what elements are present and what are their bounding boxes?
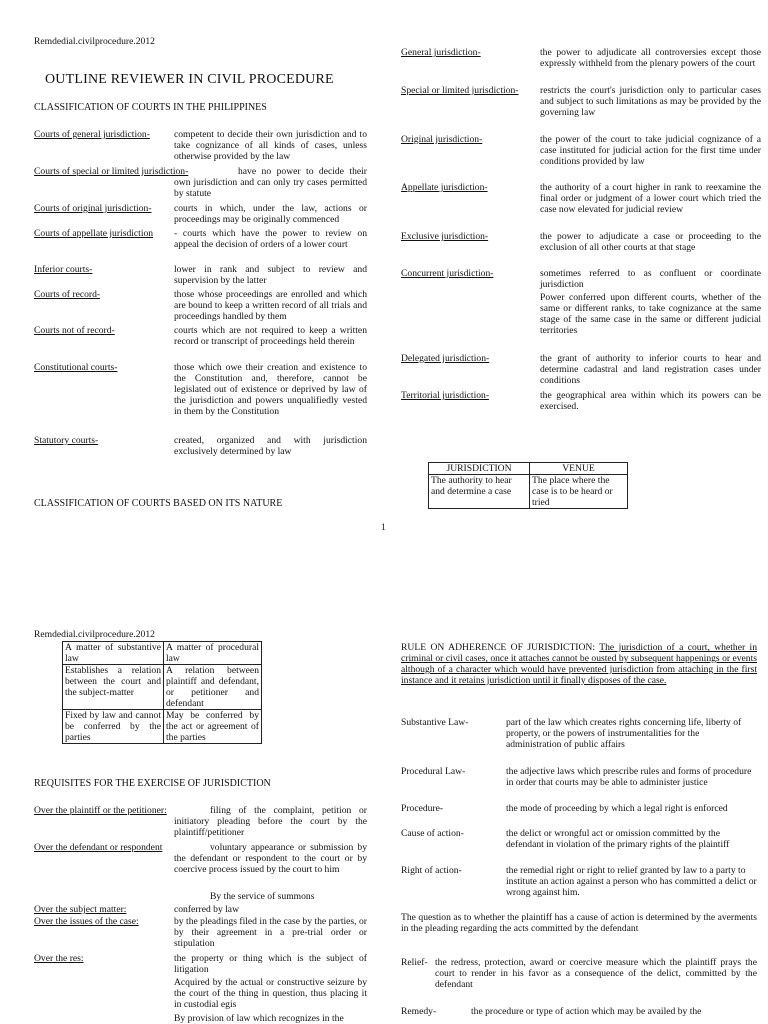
section-heading-classification: CLASSIFICATION OF COURTS IN THE PHILIPPINES — [34, 102, 267, 113]
court-term: Courts of appellate jurisdiction — [34, 228, 154, 239]
table-cell: A relation between plaintiff and defendant, or petitioner and defendant — [164, 665, 262, 710]
relief-label: Relief- — [401, 957, 428, 968]
requisite-definition: By the service of summons — [210, 891, 315, 902]
court-definition: those whose proceedings are enrolled and which are bound to keep a written record of all trials and proceedings handled by them — [174, 289, 367, 322]
term-label: Substantive Law- — [401, 717, 469, 728]
table-header-row — [429, 463, 628, 475]
jurisdiction-definition: restricts the court's jurisdiction only to particular cases and subject to such limitations as may be provided by the governing law — [540, 85, 761, 118]
requisite-definition: the property or thing which is the subject of litigation — [174, 953, 367, 975]
table-cell: A matter of procedural law — [164, 642, 262, 665]
jurisdiction-term: Exclusive jurisdiction- — [401, 231, 489, 242]
rule-label: RULE ON ADHERENCE OF JURISDICTION: — [401, 642, 596, 653]
jurisdiction-term: Concurrent jurisdiction- — [401, 268, 494, 279]
remedy-label: Remedy- — [401, 1006, 437, 1017]
court-definition: have no power to decide their own jurisdiction and can only try cases permitted by statute — [174, 166, 367, 199]
court-definition: - courts which have the power to review on appeal the decision of orders of a lower court — [174, 228, 367, 250]
requisite-term: Over the res: — [34, 953, 84, 964]
page-number: 1 — [381, 522, 386, 533]
court-definition: courts in which, under the law, actions or proceedings may be originally commenced — [174, 203, 367, 225]
table-cell: The place where the case is to be heard or tried — [530, 475, 628, 509]
page-header: Remdedial.civilprocedure.2012 — [34, 629, 155, 640]
court-definition: courts which are not required to keep a written record or transcript of proceedings held therein — [174, 325, 367, 347]
jurisdiction-definition: the grant of authority to inferior courts to hear and determine cadastral and land registration cases under conditions — [540, 353, 761, 386]
requisite-term: Over the issues of the case: — [34, 916, 139, 927]
jurisdiction-definition: the power to adjudicate a case or proceeding to the exclusion of all other courts at that stage — [540, 231, 761, 253]
requisite-term: Over the defendant or respondent — [34, 842, 163, 853]
term-label: Procedure- — [401, 803, 444, 814]
court-term: Courts of special or limited jurisdiction- — [34, 166, 189, 177]
rule-text: The jurisdiction of a court, whether in criminal or civil cases, once it attaches cannot be ousted by subsequent happenings or events although of a character which would have prevented jurisdiction from attaching in the first instance and it retains jurisdiction until it finally disposes of the case. — [401, 642, 758, 686]
table-cell: Establishes a relation between the court and the subject-matter — [63, 665, 164, 710]
jurisdiction-term: Original jurisdiction- — [401, 134, 483, 145]
term-label: Right of action- — [401, 865, 462, 876]
term-definition: the mode of proceeding by which a legal right is enforced — [506, 803, 728, 814]
jurisdiction-term: Delegated jurisdiction- — [401, 353, 490, 364]
jurisdiction-term: Special or limited jurisdiction- — [401, 85, 519, 96]
court-term: Constitutional courts- — [34, 362, 118, 373]
term-label: Cause of action- — [401, 828, 464, 839]
court-term: Inferior courts- — [34, 264, 93, 275]
cause-of-action-note: The question as to whether the plaintiff has a cause of action is determined by the averments in the pleading regarding the acts committed by the defendant — [401, 912, 757, 934]
section-heading-requisites: REQUISITES FOR THE EXERCISE OF JURISDICTION — [34, 778, 271, 789]
page-2 — [0, 512, 768, 1024]
court-term: Courts of record- — [34, 289, 101, 300]
table-header-cell: JURISDICTION — [429, 463, 530, 475]
court-term: Courts of original jurisdiction- — [34, 203, 152, 214]
term-definition: the delict or wrongful act or omission committed by the defendant in violation of the primary rights of the plaintiff — [506, 828, 730, 850]
section-heading-nature: CLASSIFICATION OF COURTS BASED ON ITS NATURE — [34, 498, 283, 509]
table-cell: The authority to hear and determine a case — [429, 475, 530, 509]
jurisdiction-term: Appellate jurisdiction- — [401, 182, 488, 193]
court-definition: competent to decide their own jurisdiction and to take cognizance of all kinds of cases, unless otherwise provided by the law — [174, 129, 367, 162]
jurisdiction-definition: the authority of a court higher in rank to reexamine the final order or judgment of a lower court which tried the case now elevated for judicial review — [540, 182, 761, 215]
term-definition: the adjective laws which prescribe rules and forms of procedure in order that courts may be able to administer justice — [506, 766, 752, 788]
requisite-term: Over the subject matter: — [34, 904, 127, 915]
comparison-table — [62, 641, 262, 744]
jurisdiction-definition: the power to adjudicate all controversies except those expressly withheld from the plenary powers of the court — [540, 47, 761, 69]
term-definition: part of the law which creates rights concerning life, liberty of property, or the powers of instrumentalities for the administration of public affairs — [506, 717, 742, 750]
table-header-cell: VENUE — [530, 463, 628, 475]
remedy-definition: the procedure or type of action which may be availed by the — [471, 1006, 702, 1017]
jurisdiction-term: Territorial jurisdiction- — [401, 390, 490, 401]
requisite-definition: Acquired by the actual or constructive seizure by the court of the thing in question, thus placing it in custodial egis — [174, 977, 367, 1010]
jurisdiction-definition: sometimes referred to as confluent or coordinate jurisdiction — [540, 268, 761, 290]
table-row — [63, 665, 262, 710]
table-cell: Fixed by law and cannot be conferred by the parties — [63, 710, 164, 744]
jurisdiction-definition: the geographical area within which its powers can be exercised. — [540, 390, 761, 412]
rule-paragraph — [401, 642, 757, 686]
table-cell: A matter of substantive law — [63, 642, 164, 665]
jurisdiction-definition: Power conferred upon different courts, whether of the same or different ranks, to take cognizance at the same stage of the same case in the same or different judicial territories — [540, 292, 761, 336]
court-term: Courts of general jurisdiction- — [34, 129, 150, 140]
document-title: OUTLINE REVIEWER IN CIVIL PROCEDURE — [45, 72, 334, 87]
court-definition: lower in rank and subject to review and supervision by the latter — [174, 264, 367, 286]
table-row — [429, 475, 628, 509]
term-label: Procedural Law- — [401, 766, 466, 777]
jurisdiction-term: General jurisdiction- — [401, 47, 481, 58]
relief-definition: the redress, protection, award or coercive measure which the plaintiff prays the court to render in his favor as a consequence of the delict, committed by the defendant — [435, 957, 757, 990]
page-header: Remdedial.civilprocedure.2012 — [34, 36, 155, 47]
term-definition: the remedial right or right to relief granted by law to a party to institute an action against a person who has committed a delict or wrong against him. — [506, 865, 757, 898]
requisite-term: Over the plaintiff or the petitioner: — [34, 805, 167, 816]
court-definition: those which owe their creation and existence to the Constitution and, therefore, cannot be legislated out of existence or deprived by law of the jurisdiction and powers unqualifiedly vested in them by the Constitution — [174, 362, 367, 417]
requisite-definition: by the pleadings filed in the case by the parties, or by their agreement in a pre-trial order or stipulation — [174, 916, 367, 949]
requisite-definition: filing of the complaint, petition or initiatory pleading before the court by the plaintiff/petitioner — [174, 805, 367, 838]
requisite-definition: voluntary appearance or submission by the defendant or respondent to the court or by coercive process issued by the court to him — [174, 842, 367, 875]
table-cell: May be conferred by the act or agreement of the parties — [164, 710, 262, 744]
requisite-definition: By provision of law which recognizes in the — [174, 1013, 344, 1024]
requisite-definition: conferred by law — [174, 904, 239, 915]
table-row — [63, 642, 262, 665]
jurisdiction-venue-table — [428, 462, 628, 509]
court-term: Courts not of record- — [34, 325, 115, 336]
table-row — [63, 710, 262, 744]
court-definition: created, organized and with jurisdiction exclusively determined by law — [174, 435, 367, 457]
court-term: Statutory courts- — [34, 435, 99, 446]
jurisdiction-definition: the power of the court to take judicial cognizance of a case instituted for judicial action for the first time under conditions provided by law — [540, 134, 761, 167]
